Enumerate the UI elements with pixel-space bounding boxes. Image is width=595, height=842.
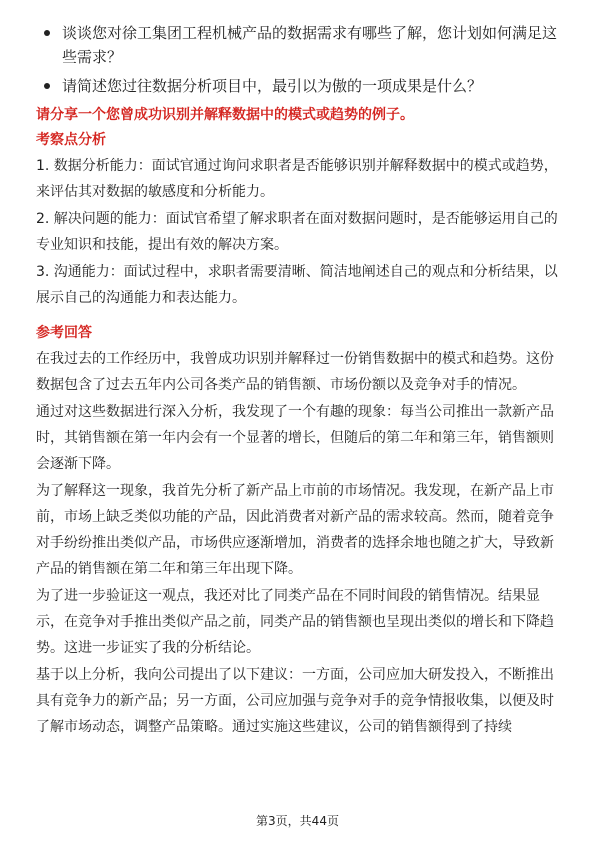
analysis-point: 3. 沟通能力：面试过程中，求职者需要清晰、简洁地阐述自己的观点和分析结果，以展示自己的沟通能力和表达能力。 — [36, 264, 558, 306]
analysis-point: 1. 数据分析能力：面试官通过询问求职者是否能够识别并解释数据中的模式或趋势，来评估其对数据的敏感度和分析能力。 — [36, 158, 558, 200]
section-gap — [36, 312, 559, 320]
page-footer: 第3页，共44页 — [256, 814, 339, 828]
bullet-item — [36, 74, 559, 98]
analysis-title: 考察点分析 — [36, 132, 106, 148]
bullet-text: 请简述您过往数据分析项目中，最引以为傲的一项成果是什么？ — [62, 77, 483, 95]
question-heading: 请分享一个您曾成功识别并解释数据中的模式或趋势的例子。 — [36, 107, 414, 123]
bullet-dot-icon — [44, 30, 50, 36]
question-bullet-list — [36, 21, 559, 98]
bullet-item — [36, 21, 559, 69]
bullet-dot-icon — [44, 83, 50, 89]
page-content — [36, 21, 559, 741]
answer-title: 参考回答 — [36, 325, 92, 341]
answer-paragraph: 为了进一步验证这一观点，我还对比了同类产品在不同时间段的销售情况。结果显示，在竞争对手推出类似产品之前，同类产品的销售额也呈现出类似的增长和下降趋势。这进一步证实了我的分析结论。 — [36, 588, 554, 656]
answer-paragraph: 通过对这些数据进行深入分析，我发现了一个有趣的现象：每当公司推出一款新产品时，其销售额在第一年内会有一个显著的增长，但随后的第二年和第三年，销售额则会逐渐下降。 — [36, 404, 554, 472]
analysis-point: 2. 解决问题的能力：面试官希望了解求职者在面对数据问题时，是否能够运用自己的专业知识和技能，提出有效的解决方案。 — [36, 211, 558, 253]
answer-paragraph: 基于以上分析，我向公司提出了以下建议：一方面，公司应加大研发投入，不断推出具有竞争力的新产品；另一方面，公司应加强与竞争对手的竞争情报收集，以便及时了解市场动态，调整产品策略。通过实施这些建议，公司的销售额得到了持续 — [36, 667, 554, 735]
answer-paragraph: 在我过去的工作经历中，我曾成功识别并解释过一份销售数据中的模式和趋势。这份数据包含了过去五年内公司各类产品的销售额、市场份额以及竞争对手的情况。 — [36, 351, 554, 393]
answer-paragraph: 为了解释这一现象，我首先分析了新产品上市前的市场情况。我发现，在新产品上市前，市场上缺乏类似功能的产品，因此消费者对新产品的需求较高。然而，随着竞争对手纷纷推出类似产品，市场供应逐渐增加，消费者的选择余地也随之扩大，导致新产品的销售额在第二年和第三年出现下降。 — [36, 483, 554, 577]
bullet-text: 谈谈您对徐工集团工程机械产品的数据需求有哪些了解，您计划如何满足这些需求？ — [62, 24, 558, 66]
